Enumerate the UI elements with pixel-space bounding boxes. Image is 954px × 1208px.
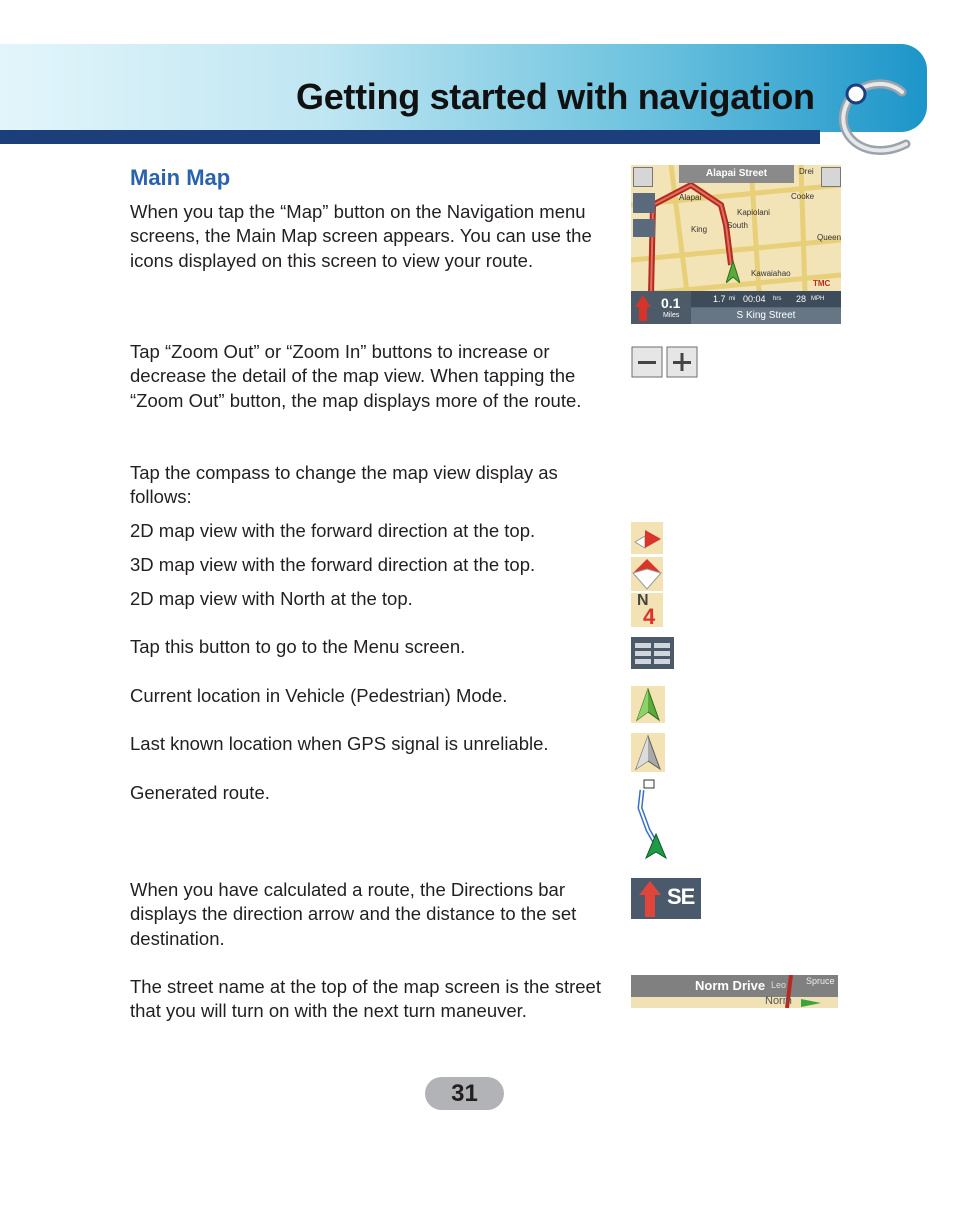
map-label: Alapai — [679, 193, 702, 202]
direction-heading: SE — [667, 884, 695, 909]
directions-bar — [631, 878, 701, 919]
map-label: Cooke — [791, 192, 815, 201]
map-label: Kawaiahao — [751, 269, 791, 278]
last-known-location-icon — [631, 733, 665, 772]
compass-paragraph: Tap the compass to change the map view display as follows: — [130, 462, 558, 508]
street-name-strip — [631, 975, 838, 1008]
map-label: Drei — [799, 167, 814, 176]
route-text: Generated route. — [130, 782, 270, 803]
menu-button-icon[interactable] — [631, 637, 674, 669]
map-distance-unit: Miles — [663, 312, 680, 319]
section-heading: Main Map — [130, 165, 231, 190]
generated-route-icon — [634, 778, 670, 860]
map-menu-icon — [633, 219, 655, 237]
map-info-bar — [691, 291, 841, 324]
north-letter: N — [637, 592, 649, 609]
turn-arrow-icon — [635, 295, 653, 321]
map-bottom-street: S King Street — [691, 308, 841, 324]
map-direction-box — [631, 291, 691, 324]
street-corner-label: Spruce — [806, 976, 835, 986]
street-side-label: Leo — [771, 980, 787, 990]
last-known-text: Last known location when GPS signal is unreliable. — [130, 733, 549, 754]
view-2d-forward-text: 2D map view with the forward direction at the top. — [130, 520, 536, 541]
zoom-buttons — [631, 346, 699, 378]
map-compass-icon — [633, 193, 655, 213]
north-arrow: 4 — [643, 604, 656, 629]
vehicle-location-icon — [631, 686, 665, 723]
street-name: Norm Drive — [695, 978, 766, 993]
map-trip-info: 1.7 mi 00:04 hrs 28 MPH — [691, 291, 841, 307]
vehicle-text: Current location in Vehicle (Pedestrian) Mode. — [130, 685, 508, 706]
street-sub-label: Norm — [765, 995, 792, 1007]
street-paragraph: The street name at the top of the map screen is the street that you will turn on with the next turn maneuver. — [130, 976, 601, 1022]
intro-paragraph: When you tap the “Map” button on the Navigation menu screens, the Main Map screen appears. You can use the icons displayed on this screen to view your route. — [130, 201, 592, 271]
main-map-screenshot — [631, 165, 841, 324]
compass-2d-north-icon[interactable] — [631, 593, 663, 627]
map-zoom-out-icon — [633, 167, 653, 187]
map-label: South — [727, 221, 748, 230]
map-label: Kapiolani — [737, 208, 770, 217]
zoom-out-icon[interactable] — [632, 347, 662, 377]
page-title: Getting started with navigation — [296, 76, 815, 117]
header-rule — [0, 130, 820, 144]
swirl-logo-icon — [832, 78, 916, 162]
map-distance: 0.1 — [661, 295, 681, 311]
direction-arrow-icon — [639, 881, 661, 917]
map-vehicle-icon — [726, 261, 740, 283]
compass-3d-forward-icon[interactable] — [631, 557, 663, 591]
directions-paragraph: When you have calculated a route, the Directions bar displays the direction arrow and the distance to the set destination. — [130, 879, 577, 949]
zoom-paragraph: Tap “Zoom Out” or “Zoom In” buttons to increase or decrease the detail of the map view. When tapping the “Zoom Out” button, the map displays more of the route. — [130, 341, 582, 411]
map-top-street: Alapai Street — [679, 165, 794, 183]
view-2d-north-text: 2D map view with North at the top. — [130, 588, 413, 609]
view-3d-forward-text: 3D map view with the forward direction at the top. — [130, 554, 536, 575]
compass-2d-forward-icon[interactable] — [631, 522, 663, 554]
page-number: 31 — [425, 1077, 504, 1110]
menu-text: Tap this button to go to the Menu screen. — [130, 636, 466, 657]
zoom-in-icon[interactable] — [667, 347, 697, 377]
map-label: TMC — [813, 279, 831, 288]
map-label: King — [691, 225, 708, 234]
map-label: Queen — [817, 233, 841, 242]
map-zoom-in-icon — [821, 167, 841, 187]
